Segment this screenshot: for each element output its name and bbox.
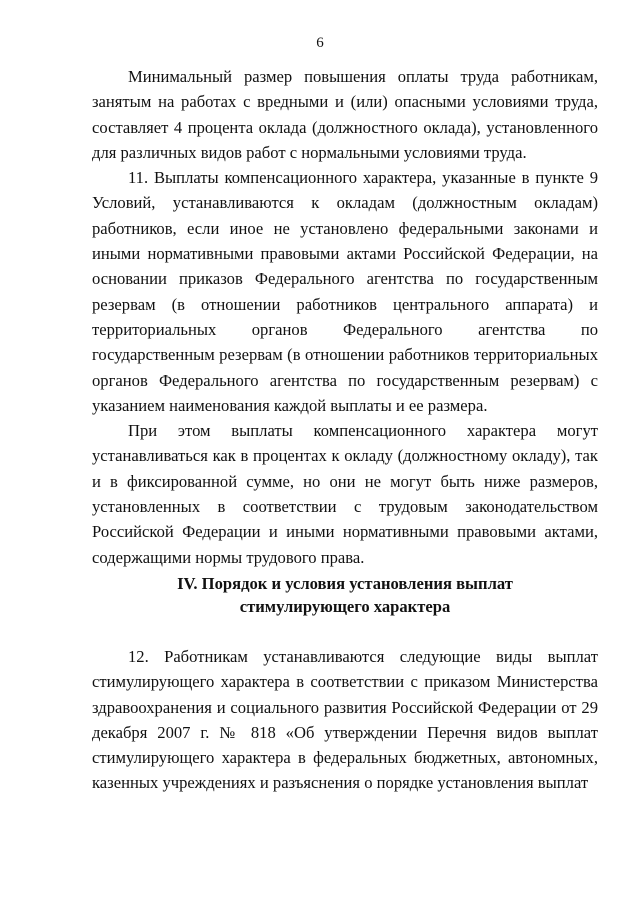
section-heading-line-1: IV. Порядок и условия установления выплат: [177, 574, 513, 593]
paragraph-item-11: 11. Выплаты компенсационного характера, указанные в пункте 9 Условий, устанавливаются к окладам (должностным окладам) работников, если иное не установлено федеральными законами и иными нормативными правовыми актами Российской Федерации, на основании приказов Федерального агентства по государственным резервам (в отношении работников центрального аппарата) и территориальных органов Федерального агентства по государственным резервам (в отношении работников территориальных органов Федерального агентства по государственным резервам) с указанием наименования каждой выплаты и ее размера.: [92, 168, 598, 415]
paragraph-compensation-forms: При этом выплаты компенсационного характера могут устанавливаться как в процентах к окладу (должностному окладу), так и в фиксированной сумме, но они не могут быть ниже размеров, установленных в соответствии с трудовым законодательством Российской Федерации и иными нормативными правовыми актами, содержащими нормы трудового права.: [92, 421, 598, 567]
paragraph-min-raise: Минимальный размер повышения оплаты труда работникам, занятым на работах с вредными и (или) опасными условиями труда, составляет 4 процента оклада (должностного оклада), установленного для различных видов работ с нормальными условиями труда.: [92, 67, 598, 162]
paragraph-item-12: 12. Работникам устанавливаются следующие виды выплат стимулирующего характера в соответствии с приказом Министерства здравоохранения и социального развития Российской Федерации от 29 декабря 2007 г. № 818 «Об утверждении Перечня видов выплат стимулирующего характера в федеральных бюджетных, автономных, казенных учреждениях и разъяснения о порядке установления выплат: [92, 647, 598, 793]
body-text-bottom: [92, 644, 598, 796]
section-heading: [92, 572, 598, 618]
section-heading-line-2: стимулирующего характера: [239, 597, 451, 616]
page-number: 6: [316, 35, 324, 51]
body-text-top: [92, 64, 598, 570]
